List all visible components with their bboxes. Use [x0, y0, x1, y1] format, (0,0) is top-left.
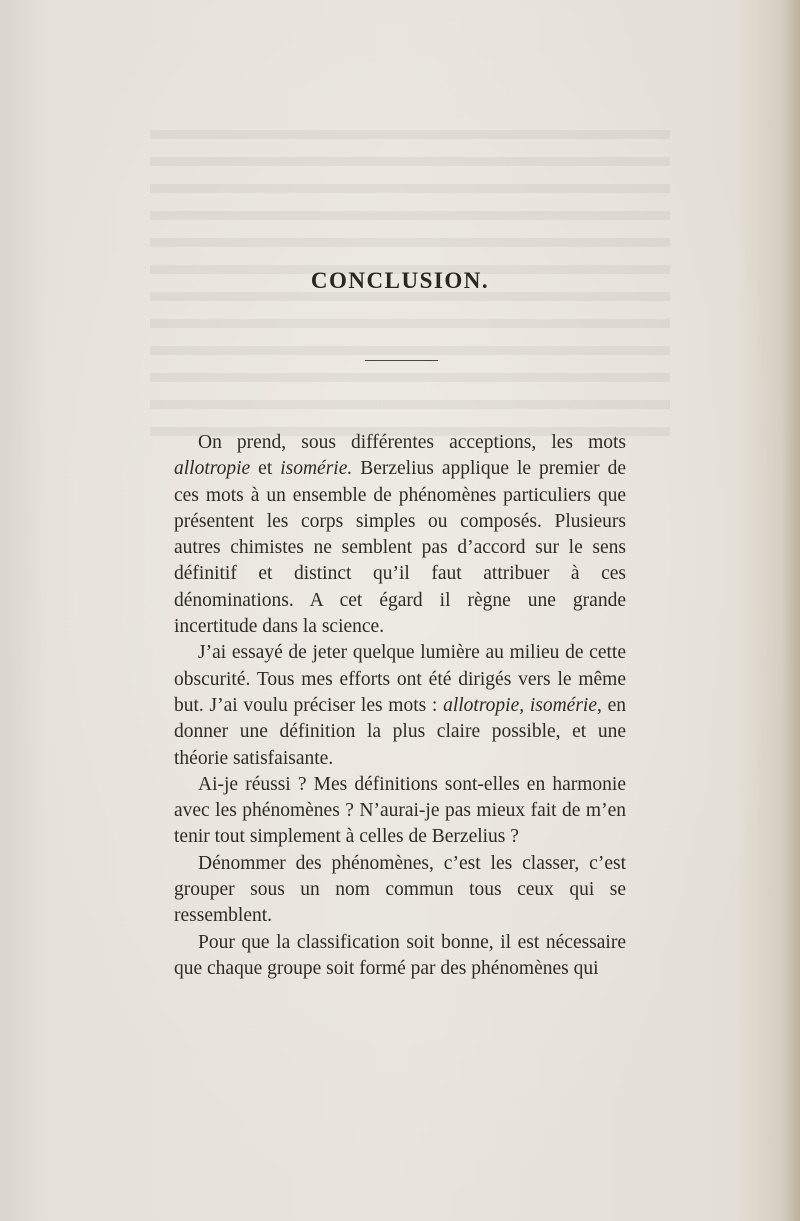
italic-term: allotropie: [174, 458, 251, 480]
text-run: , en donner une définition la plus claire possible, et une théorie satisfaisante.: [174, 694, 626, 769]
text-run: On prend, sous différentes acceptions, les mots: [198, 432, 626, 453]
page-edge-shadow: [782, 0, 800, 1221]
paragraph: [174, 930, 626, 983]
title-divider: [365, 360, 438, 361]
paragraph: [174, 430, 626, 640]
paragraph: [174, 640, 626, 771]
text-run: Berzelius applique le premier de ces mots à un ensemble de phénomènes particuliers que présentent les corps simples ou composés. Plusieurs autres chimistes ne semblent pas d’accord sur le sens définitif et distinct qu’il faut attribuer à ces dénominations. A cet égard il règne une grande incertitude dans la science.: [174, 458, 626, 638]
text-run: et: [250, 458, 281, 480]
text-run: Ai-je réussi ? Mes définitions sont-elles en harmonie avec les phénomènes ? N’aurai-je pas mieux fait de m’en tenir tout simplement à celles de Berzelius ?: [174, 773, 626, 848]
body-text: [174, 430, 626, 982]
paragraph: [174, 772, 626, 851]
italic-term: isomérie.: [280, 458, 353, 480]
paragraph: [174, 851, 626, 930]
text-run: Pour que la classification soit bonne, il est nécessaire que chaque groupe soit formé par des phénomènes qui: [174, 931, 626, 979]
italic-term: allotropie, isomérie: [443, 694, 597, 716]
page-title: CONCLUSION.: [310, 268, 490, 293]
text-run: J’ai essayé de jeter quelque lumière au milieu de cette obscurité. Tous mes efforts ont été dirigés vers le même but. J’ai voulu préciser les mots :: [174, 642, 626, 716]
text-run: Dénommer des phénomènes, c’est les classer, c’est grouper sous un nom commun tous ceux qui se ressemblent.: [174, 852, 626, 927]
